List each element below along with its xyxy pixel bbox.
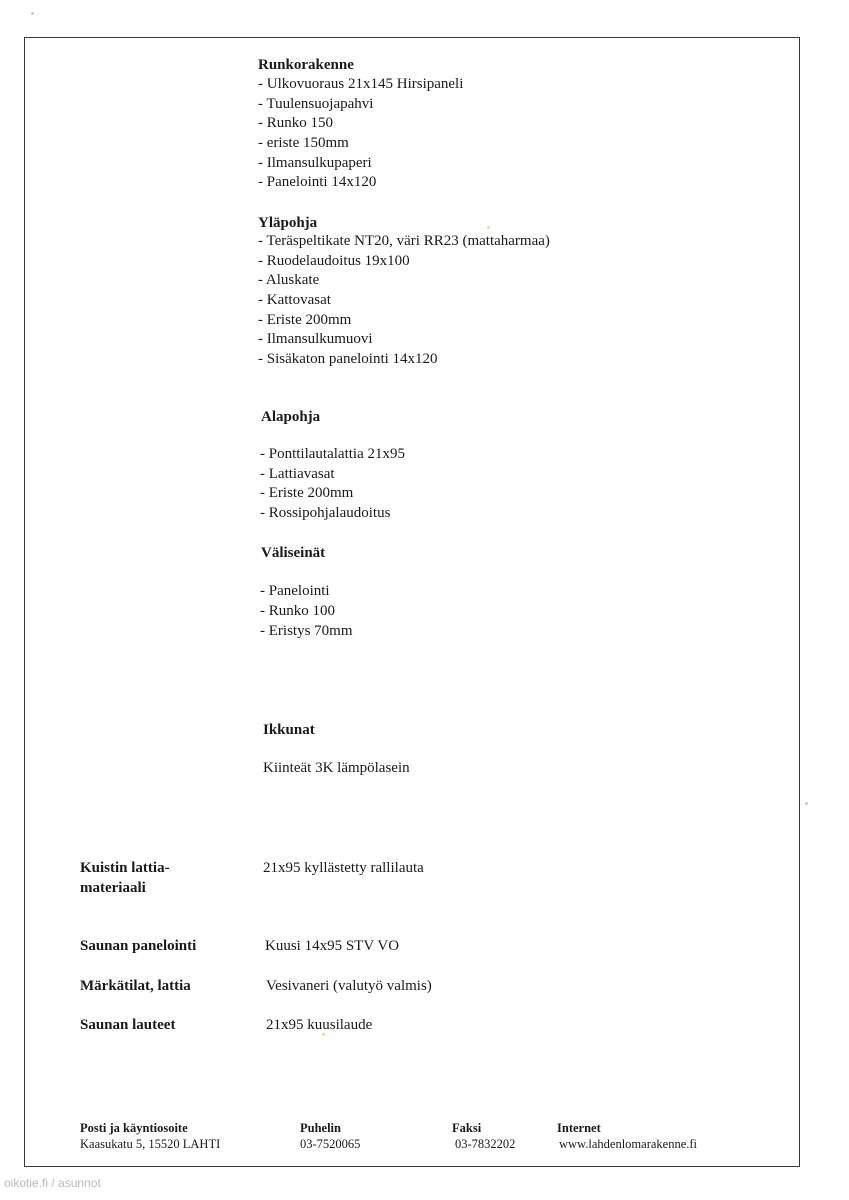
footer-website: www.lahdenlomarakenne.fi — [559, 1137, 698, 1151]
spec-label: Saunan lauteet — [80, 1017, 176, 1033]
scan-speck — [322, 1033, 325, 1036]
heading-alapohja: Alapohja — [261, 409, 321, 425]
watermark: oikotie.fi / asunnot — [4, 1176, 101, 1190]
spec-value: Vesivaneri (valutyö valmis) — [266, 978, 432, 994]
heading-ylapohja: Yläpohja — [258, 215, 318, 231]
footer-label: Internet — [557, 1121, 601, 1135]
list-item: - Lattiavasat — [260, 466, 335, 482]
list-item: - Ponttilautalattia 21x95 — [260, 446, 405, 462]
list-item: - eriste 150mm — [258, 135, 349, 151]
list-item: - Sisäkaton panelointi 14x120 — [258, 351, 438, 367]
list-item: - Eriste 200mm — [260, 485, 354, 501]
spec-label: Kuistin lattia- — [80, 860, 170, 876]
list-item: - Teräspeltikate NT20, väri RR23 (mattaharmaa) — [258, 233, 550, 249]
heading-ikkunat: Ikkunat — [263, 722, 315, 738]
footer-phone: 03-7520065 — [300, 1137, 361, 1151]
heading-valiseinat: Väliseinät — [261, 545, 326, 561]
spec-label: materiaali — [80, 880, 146, 896]
scan-speck — [31, 12, 34, 15]
list-item: - Runko 150 — [258, 115, 333, 131]
list-item: - Ruodelaudoitus 19x100 — [258, 253, 410, 269]
list-item: - Ilmansulkupaperi — [258, 155, 372, 171]
list-item: - Runko 100 — [260, 603, 335, 619]
spec-label: Saunan panelointi — [80, 938, 197, 954]
list-item: - Panelointi — [260, 583, 330, 599]
footer-address: Kaasukatu 5, 15520 LAHTI — [80, 1137, 221, 1151]
spec-value: Kuusi 14x95 STV VO — [265, 938, 400, 954]
list-item: - Rossipohjalaudoitus — [260, 505, 391, 521]
footer-fax: 03-7832202 — [455, 1137, 516, 1151]
list-item: - Kattovasat — [258, 292, 331, 308]
scan-speck — [805, 802, 808, 805]
list-item: - Ulkovuoraus 21x145 Hirsipaneli — [258, 76, 464, 92]
list-item: - Tuulensuojapahvi — [258, 96, 374, 112]
heading-runkorakenne: Runkorakenne — [258, 57, 354, 73]
footer-label: Puhelin — [300, 1121, 341, 1135]
footer-label: Posti ja käyntiosoite — [80, 1121, 188, 1135]
spec-label: Märkätilat, lattia — [80, 978, 191, 994]
spec-value: 21x95 kyllästetty rallilauta — [263, 860, 424, 876]
list-item: - Aluskate — [258, 272, 320, 288]
scan-speck — [487, 226, 490, 229]
spec-value: 21x95 kuusilaude — [266, 1017, 373, 1033]
footer-label: Faksi — [452, 1121, 482, 1135]
list-item: - Ilmansulkumuovi — [258, 331, 373, 347]
list-item: - Eristys 70mm — [260, 623, 353, 639]
list-item: - Eriste 200mm — [258, 312, 352, 328]
page-border — [24, 37, 800, 1167]
list-item: - Panelointi 14x120 — [258, 174, 377, 190]
list-item: Kiinteät 3K lämpölasein — [263, 760, 410, 776]
